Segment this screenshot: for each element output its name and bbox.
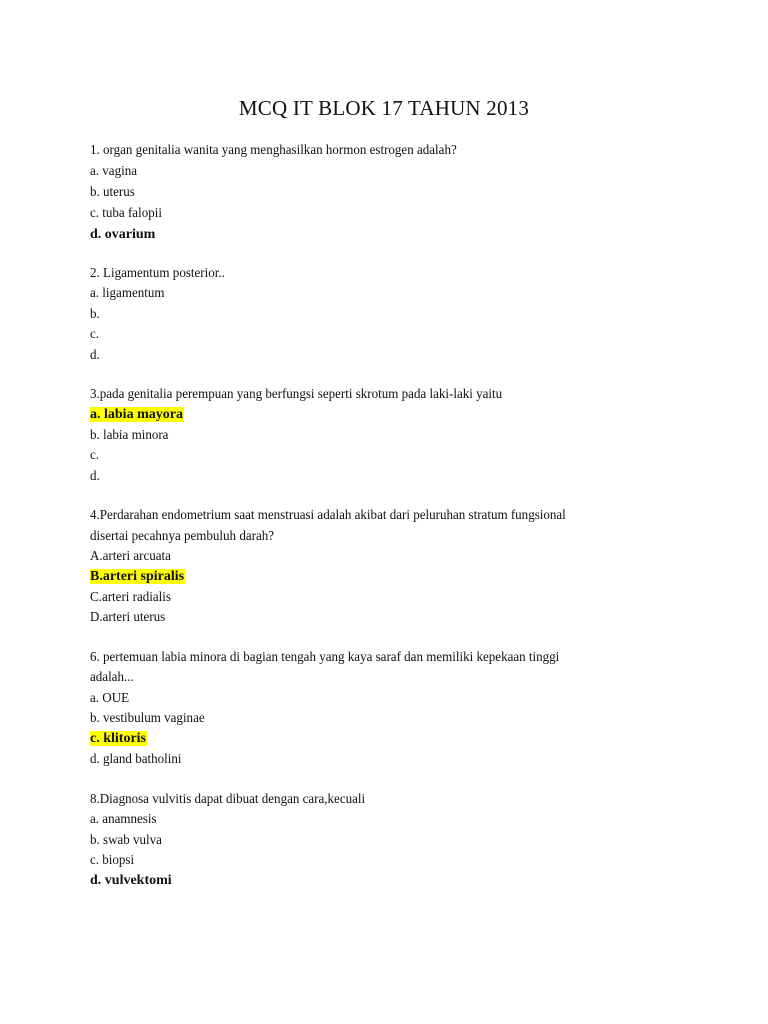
question-3-text: 3.pada genitalia perempuan yang berfungsi seperti skrotum pada laki-laki yaitu xyxy=(90,387,503,402)
question-1-option-c: c. tuba falopii xyxy=(90,206,162,221)
question-8-option-b: b. swab vulva xyxy=(90,833,162,848)
answer-highlight: a. labia mayora xyxy=(90,407,183,422)
question-3-option-b: b. labia minora xyxy=(90,428,169,443)
question-3-option-c: c. xyxy=(90,448,100,463)
question-8-text: 8.Diagnosa vulvitis dapat dibuat dengan cara,kecuali xyxy=(90,792,366,807)
question-2-option-b: b. xyxy=(90,307,100,322)
question-6-option-a: a. OUE xyxy=(90,691,130,706)
question-6-option-b: b. vestibulum vaginae xyxy=(90,711,205,726)
question-2-option-c: c. xyxy=(90,327,100,342)
document-title: MCQ IT BLOK 17 TAHUN 2013 xyxy=(238,96,530,120)
question-1-option-d: d. ovarium xyxy=(90,227,156,242)
answer-highlight: B.arteri spiralis xyxy=(90,569,185,584)
question-4-option-c: C.arteri radialis xyxy=(90,590,171,605)
question-1-option-b: b. uterus xyxy=(90,185,135,200)
question-4-option-d: D.arteri uterus xyxy=(90,610,166,625)
question-4-text-line-1: 4.Perdarahan endometrium saat menstruasi adalah akibat dari peluruhan stratum fungsional xyxy=(90,508,566,523)
question-4-text-line-2: disertai pecahnya pembuluh darah? xyxy=(90,529,275,544)
question-3-option-d: d. xyxy=(90,469,100,484)
question-8-option-a: a. anamnesis xyxy=(90,812,157,827)
question-2-option-d: d. xyxy=(90,348,100,363)
question-1-option-a: a. vagina xyxy=(90,164,137,179)
question-2-text: 2. Ligamentum posterior.. xyxy=(90,266,225,281)
question-4-option-a: A.arteri arcuata xyxy=(90,549,171,564)
question-1-text: 1. organ genitalia wanita yang menghasilkan hormon estrogen adalah? xyxy=(90,143,457,158)
question-6-option-d: d. gland batholini xyxy=(90,752,182,767)
question-2-option-a: a. ligamentum xyxy=(90,286,165,301)
question-6-text-line-2: adalah... xyxy=(90,670,134,685)
question-8-option-d: d. vulvektomi xyxy=(90,873,172,888)
question-6-text-line-1: 6. pertemuan labia minora di bagian tengah yang kaya saraf dan memiliki kepekaan tinggi xyxy=(90,650,560,665)
question-3-option-a xyxy=(90,406,184,424)
question-8-option-c: c. biopsi xyxy=(90,853,135,868)
answer-highlight: c. klitoris xyxy=(90,731,146,746)
question-4-option-b xyxy=(90,568,185,586)
question-6-option-c xyxy=(90,730,147,748)
